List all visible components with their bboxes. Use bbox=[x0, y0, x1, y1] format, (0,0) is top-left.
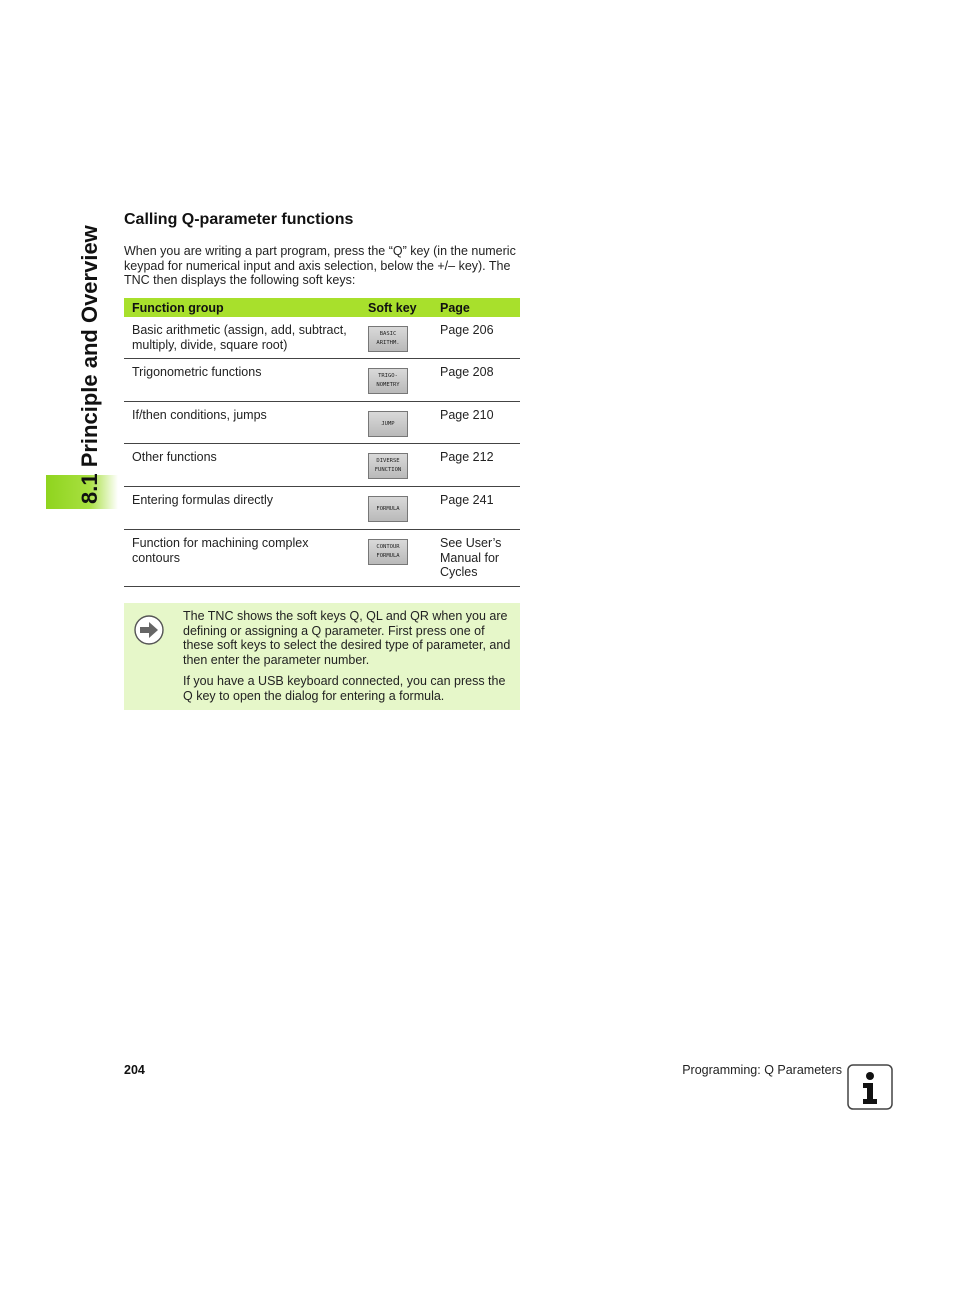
row-function-group: If/then conditions, jumps bbox=[124, 402, 358, 444]
row-page: Page 208 bbox=[432, 359, 520, 402]
row-page: Page 206 bbox=[432, 317, 520, 359]
softkey-jump[interactable] bbox=[368, 411, 408, 437]
softkey-label: FORMULA bbox=[376, 553, 400, 559]
softkey-label: CONTOUR bbox=[376, 544, 400, 550]
softkey-label: TRIGO- bbox=[378, 373, 398, 379]
softkey-contour-formula[interactable] bbox=[368, 539, 408, 565]
page-number: 204 bbox=[124, 1063, 145, 1077]
softkey-label: DIVERSE bbox=[376, 458, 400, 464]
table-row bbox=[124, 317, 520, 359]
softkey-formula[interactable] bbox=[368, 496, 408, 522]
header-page: Page bbox=[432, 298, 520, 317]
softkey-basic-arithm[interactable] bbox=[368, 326, 408, 352]
footer-chapter-title: Programming: Q Parameters bbox=[682, 1063, 842, 1077]
softkey-trigonometry[interactable] bbox=[368, 368, 408, 394]
row-page: Page 212 bbox=[432, 444, 520, 487]
row-page: Page 241 bbox=[432, 487, 520, 530]
table-row bbox=[124, 444, 520, 487]
note-paragraph: If you have a USB keyboard connected, you can press the Q key to open the dialog for entering a formula. bbox=[183, 674, 506, 703]
chapter-side-title: 8.1 Principle and Overview bbox=[77, 225, 102, 504]
row-function-group: Function for machining complex contours bbox=[124, 530, 358, 587]
row-function-group: Entering formulas directly bbox=[124, 487, 358, 530]
softkey-label: JUMP bbox=[381, 420, 395, 427]
function-table bbox=[124, 298, 520, 587]
header-soft-key: Soft key bbox=[358, 298, 432, 317]
note-text bbox=[183, 609, 513, 710]
table-row bbox=[124, 359, 520, 402]
arrow-right-icon bbox=[134, 615, 164, 645]
note-box bbox=[124, 603, 520, 710]
table-row bbox=[124, 487, 520, 530]
row-function-group: Other functions bbox=[124, 444, 358, 487]
info-icon bbox=[847, 1064, 893, 1110]
table-row bbox=[124, 402, 520, 444]
row-page: See User’s Manual for Cycles bbox=[432, 530, 520, 587]
softkey-label: BASIC bbox=[379, 331, 397, 337]
table-header-row bbox=[124, 298, 520, 317]
note-paragraph: The TNC shows the soft keys Q, QL and QR when you are defining or assigning a Q parameter. First press one of these soft keys to select the desired type of parameter, and then enter the parameter number. bbox=[183, 609, 511, 667]
row-function-group: Trigonometric functions bbox=[124, 359, 358, 402]
softkey-label: FORMULA bbox=[376, 505, 400, 512]
softkey-diverse-function[interactable] bbox=[368, 453, 408, 479]
header-function-group: Function group bbox=[124, 298, 358, 317]
intro-paragraph: When you are writing a part program, press the “Q” key (in the numeric keypad for numerical input and axis selection, below the +/– key). The TNC then displays the following soft keys: bbox=[124, 244, 516, 287]
softkey-label: FUNCTION bbox=[374, 467, 402, 473]
softkey-label: NOMETRY bbox=[376, 382, 400, 388]
row-function-group: Basic arithmetic (assign, add, subtract, multiply, divide, square root) bbox=[124, 317, 358, 359]
row-page: Page 210 bbox=[432, 402, 520, 444]
section-heading: Calling Q-parameter functions bbox=[124, 211, 354, 228]
softkey-label: ARITHM. bbox=[376, 340, 400, 346]
table-row bbox=[124, 530, 520, 587]
